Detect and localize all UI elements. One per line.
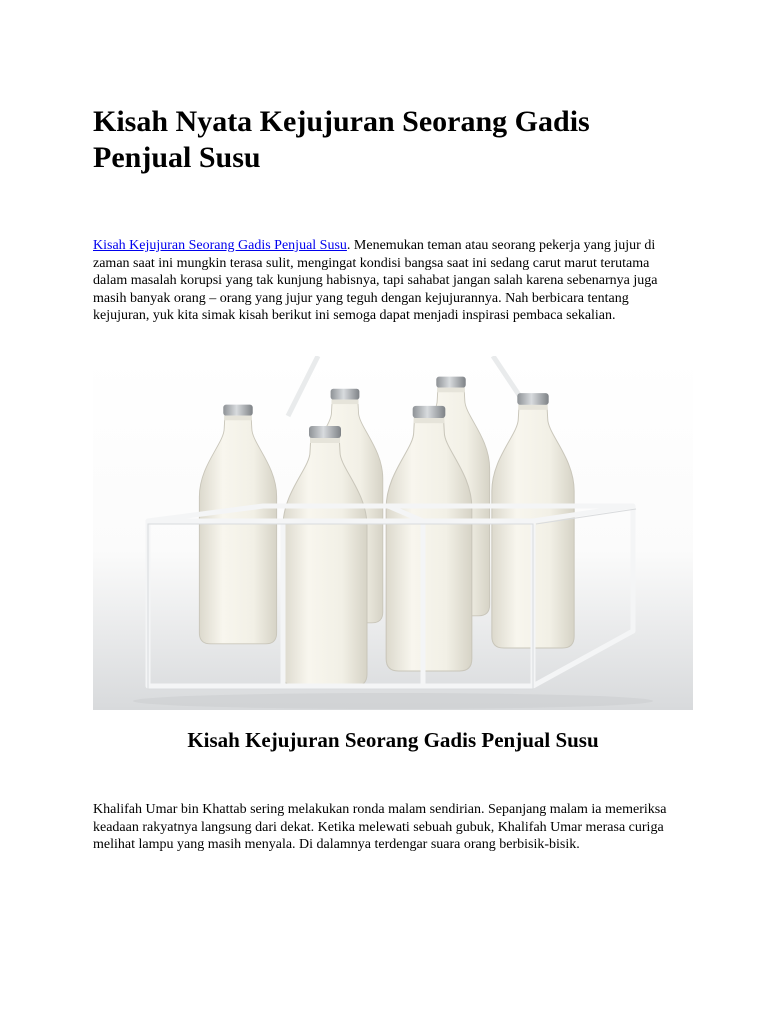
body-paragraph: Khalifah Umar bin Khattab sering melakukan ronda malam sendirian. Sepanjang malam ia memeriksa keadaan rakyatnya langsung dari dekat. Ketika melewati sebuah gubuk, Khalifah Umar merasa curiga melihat lampu yang masih menyala. Di dalamnya terdengar suara orang berbisik-bisik. — [93, 802, 667, 852]
image-caption: Kisah Kejujuran Seorang Gadis Penjual Susu — [187, 728, 599, 752]
page-title: Kisah Nyata Kejujuran Seorang Gadis Penjual Susu — [93, 105, 590, 174]
intro-text: . Menemukan teman atau seorang pekerja yang jujur di zaman saat ini mungkin terasa sulit, mengingat kondisi bangsa saat ini sedang carut marut terutama dalam masalah korupsi yang tak kunjung habisnya, tapi sahabat jangan salah karena sebenarnya juga masih banyak orang – orang yang jujur yang teguh dengan kejujurannya. Nah berbicara tentang kejujuran, yuk kita simak kisah berikut ini semoga dapat menjadi inspirasi pembaca sekalian. — [93, 238, 658, 323]
article-link[interactable]: Kisah Kejujuran Seorang Gadis Penjual Susu — [93, 238, 347, 253]
milk-bottles-illustration — [93, 356, 693, 710]
intro-paragraph — [93, 237, 685, 325]
milk-bottles-photo — [93, 356, 693, 710]
